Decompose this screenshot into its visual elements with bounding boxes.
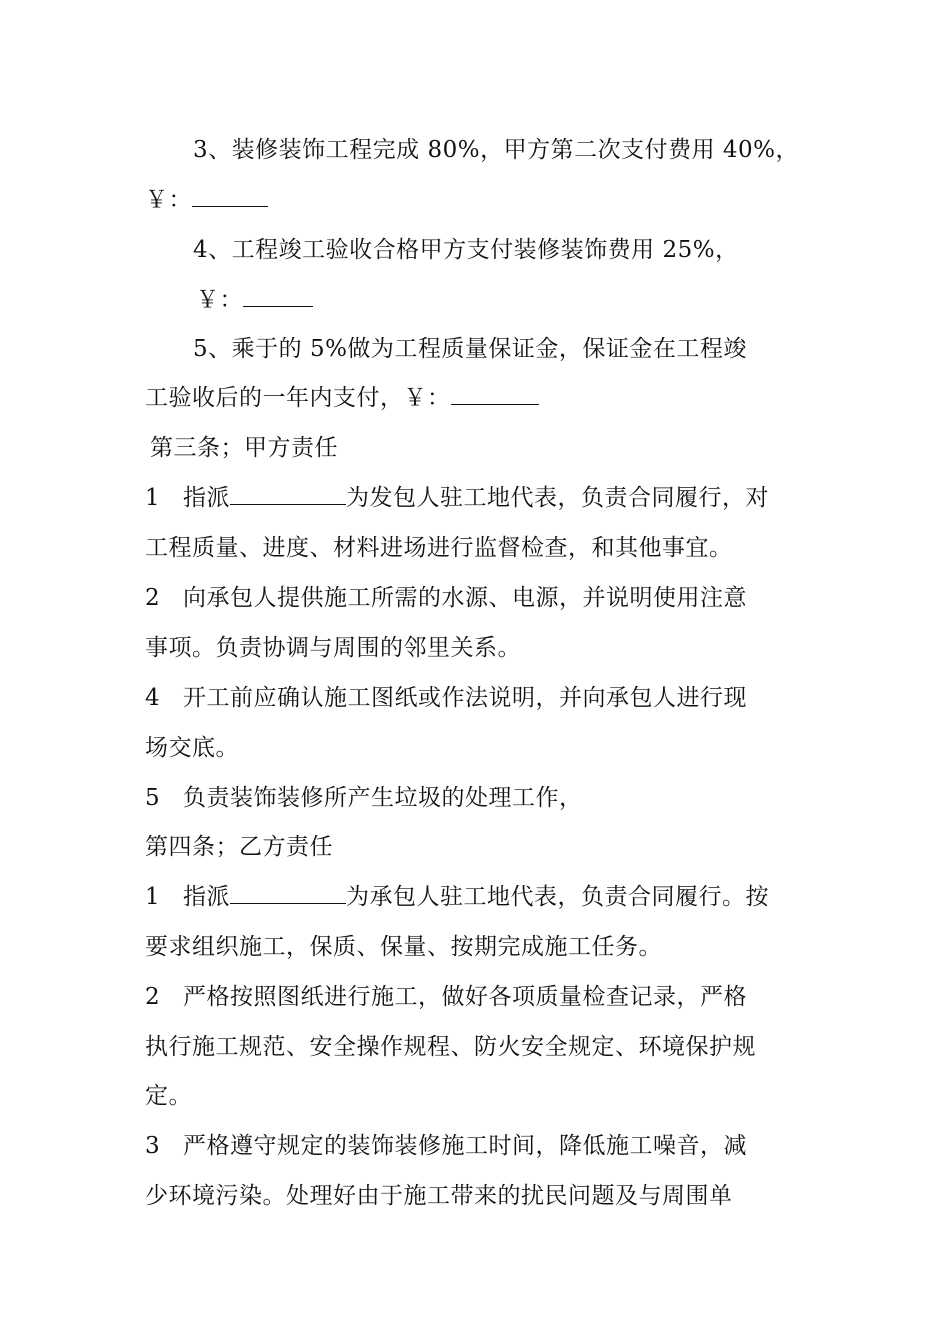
item-number: 5: [145, 785, 161, 811]
party-b-item-1-line-1: [145, 881, 769, 913]
item-text: 为发包人驻工地代表，负责合同履行，对: [346, 485, 769, 511]
item-number: 1: [145, 884, 161, 910]
item-text: 指派: [183, 485, 230, 511]
currency-label: ￥：: [145, 187, 192, 213]
payment-item-4-line-2: [196, 284, 313, 316]
party-a-item-2-line-2: 事项。负责协调与周围的邻里关系。: [145, 635, 521, 661]
item-text: 严格遵守规定的装饰装修施工时间，降低施工噪音，减: [183, 1133, 747, 1159]
item-number: 4: [145, 685, 161, 711]
amount-blank: [451, 382, 539, 405]
party-b-item-2-line-2: 执行施工规范、安全操作规程、防火安全规定、环境保护规: [145, 1034, 756, 1060]
amount-blank: [192, 184, 268, 207]
item-text: 开工前应确认施工图纸或作法说明，并向承包人进行现: [183, 685, 747, 711]
item-number: 3: [145, 1133, 161, 1159]
item-text: 负责装饰装修所产生垃圾的处理工作，: [183, 785, 583, 811]
item-number: 2: [145, 984, 161, 1010]
payment-item-5-line-2: [145, 382, 539, 414]
party-a-item-1-line-2: 工程质量、进度、材料进场进行监督检查，和其他事宜。: [145, 535, 733, 561]
party-a-item-1-line-1: [145, 482, 769, 514]
party-a-heading: 第三条；甲方责任: [150, 435, 338, 461]
item-number: 1: [145, 485, 161, 511]
party-a-item-2-line-1: [145, 582, 747, 614]
party-a-item-4-line-1: [145, 682, 747, 714]
party-b-item-3-line-1: [145, 1130, 747, 1162]
party-a-item-4-line-2: 场交底。: [145, 735, 239, 761]
item-text: 向承包人提供施工所需的水源、电源，并说明使用注意: [183, 585, 747, 611]
party-a-item-5-line-1: [145, 782, 583, 814]
party-b-heading: 第四条；乙方责任: [145, 834, 333, 860]
party-b-item-2-line-1: [145, 981, 747, 1013]
party-b-item-2-line-3: 定。: [145, 1083, 192, 1109]
name-blank: [230, 482, 346, 505]
name-blank: [230, 881, 346, 904]
currency-label: ￥：: [196, 287, 243, 313]
item-number: 2: [145, 585, 161, 611]
payment-item-5-text: 工验收后的一年内支付，￥：: [145, 385, 451, 411]
item-text: 严格按照图纸进行施工，做好各项质量检查记录，严格: [183, 984, 747, 1010]
party-b-item-3-line-2: 少环境污染。处理好由于施工带来的扰民问题及与周围单: [145, 1183, 733, 1209]
payment-item-4-line-1: 4、工程竣工验收合格甲方支付装修装饰费用 25%，: [193, 237, 739, 263]
payment-item-5-line-1: 5、乘于的 5%做为工程质量保证金，保证金在工程竣: [193, 336, 747, 362]
item-text: 为承包人驻工地代表，负责合同履行。按: [346, 884, 769, 910]
payment-item-3-line-1: 3、装修装饰工程完成 80%，甲方第二次支付费用 40%，: [193, 137, 799, 163]
party-b-item-1-line-2: 要求组织施工，保质、保量、按期完成施工任务。: [145, 934, 662, 960]
payment-item-3-line-2: [145, 184, 268, 216]
amount-blank: [243, 284, 313, 307]
item-text: 指派: [183, 884, 230, 910]
